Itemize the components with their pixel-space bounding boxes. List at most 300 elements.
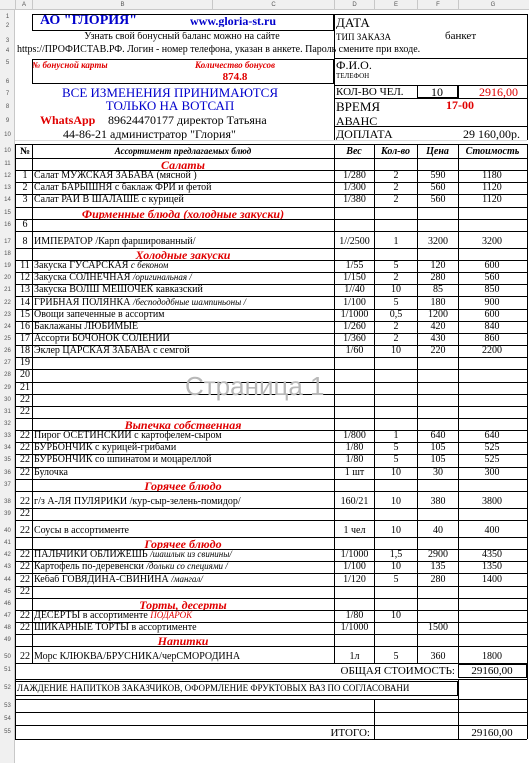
per-person-price: 2916,00 (479, 86, 518, 98)
dish-name-text: ГРИБНАЯ ПОЛЯНКА (34, 297, 131, 308)
dish-name-text: Кебаб ГОВЯДИНА-СВИНИНА (34, 574, 169, 585)
dish-name: Ассорти БОЧОНОК СОЛЕНИЙ (34, 333, 170, 344)
row-number[interactable]: 17 (4, 238, 11, 245)
row-number[interactable]: 41 (4, 540, 11, 547)
phone-line: 44-86-21 администратор "Глория" (63, 128, 236, 140)
section-title: Торты, десерты (139, 598, 227, 611)
footer-border (15, 699, 527, 700)
col-header-name: Ассортимент предлагаемых блюд (114, 147, 252, 156)
grid-line (15, 140, 527, 141)
notice-line-2: ТОЛЬКО НА ВОТСАП (105, 99, 235, 112)
total-value: 29160,00 (471, 666, 513, 677)
row-index: 21 (20, 382, 30, 393)
dish-name (34, 298, 332, 308)
order-info-border (334, 14, 527, 15)
table-border (417, 144, 418, 663)
row-number[interactable]: 2 (5, 23, 10, 29)
dish-cost: 1350 (482, 562, 502, 573)
dish-qty: 0,5 (389, 309, 403, 320)
dish-price: 280 (430, 574, 446, 585)
row-index: 6 (22, 219, 28, 230)
order-info-border (334, 85, 527, 86)
order-info-border (527, 14, 528, 140)
dish-price: 1500 (428, 623, 448, 634)
dish-qty: 10 (391, 496, 401, 507)
table-border (15, 357, 527, 358)
row-number[interactable]: 13 (4, 185, 11, 192)
whatsapp-contact: 89624470177 директор Татьяна (108, 114, 267, 126)
footer-border (15, 663, 16, 739)
row-number[interactable]: 7 (5, 91, 10, 97)
final-total-label: ИТОГО: (330, 728, 370, 739)
dish-qty: 5 (393, 261, 399, 272)
dish-weight: 1/380 (343, 195, 366, 206)
row-number[interactable]: 1 (5, 14, 10, 20)
table-border (15, 231, 527, 232)
dish-qty: 10 (391, 610, 401, 621)
company-website: www.gloria-st.ru (190, 15, 276, 27)
bonus-card-box (32, 59, 334, 84)
dish-cost: 560 (484, 273, 500, 284)
row-number[interactable]: 29 (4, 384, 11, 391)
dish-price: 640 (430, 431, 446, 442)
row-number[interactable]: 24 (4, 323, 11, 330)
section-title: Фирменные блюда (холодные закуски) (81, 207, 285, 220)
column-letter[interactable]: D (334, 0, 374, 10)
row-index: 17 (20, 333, 30, 344)
dish-name: Эклер ЦАРСКАЯ ЗАБАВА с семгой (34, 346, 190, 357)
table-border (15, 508, 527, 509)
dish-qty: 1 (393, 431, 399, 442)
row-number[interactable]: 19 (4, 263, 11, 270)
footer-border (458, 679, 459, 739)
dish-qty: 2 (393, 273, 399, 284)
row-number[interactable]: 51 (4, 667, 11, 673)
dish-price: 360 (430, 652, 446, 663)
dish-cost: 3200 (482, 236, 502, 247)
dish-weight: 1/60 (345, 346, 364, 357)
row-number[interactable]: 38 (4, 498, 11, 505)
row-number[interactable]: 11 (4, 161, 11, 167)
company-name: АО "ГЛОРИЯ" (40, 14, 138, 28)
dish-price: 280 (430, 273, 446, 284)
col-header-cost: Стоимость (465, 147, 520, 157)
row-number[interactable]: 39 (4, 510, 11, 517)
dish-cost: 1120 (482, 183, 502, 194)
dish-cost: 525 (484, 443, 500, 454)
dish-cost: 400 (484, 526, 500, 537)
bonus-count-label: Количество бонусов (194, 61, 276, 70)
dish-weight: 1 чел (343, 526, 366, 537)
table-border (15, 406, 527, 407)
row-number[interactable]: 15 (4, 209, 11, 216)
row-number[interactable]: 14 (4, 197, 11, 204)
dish-name: БУРБОНЧИК со шпинатом и моцареллой (34, 455, 212, 466)
row-number[interactable]: 10 (4, 132, 11, 138)
row-number[interactable]: 30 (4, 396, 11, 403)
row-index: 22 (20, 406, 30, 417)
row-number[interactable]: 42 (4, 552, 11, 559)
dish-qty: 2 (393, 195, 399, 206)
section-title: Напитки (157, 635, 209, 648)
dish-qty: 10 (391, 562, 401, 573)
dish-name-text: Закуска СОЛНЕЧНАЯ (34, 273, 131, 284)
notice-line-1: ВСЕ ИЗМЕНЕНИЯ ПРИНИМАЮТСЯ (61, 86, 278, 99)
dish-price: 105 (430, 455, 446, 466)
section-title: Выпечка собственная (124, 419, 242, 431)
surcharge-value: 29 160,00р. (463, 128, 520, 140)
row-number[interactable]: 53 (4, 703, 11, 709)
dish-extra: /шашлык из свинины/ (150, 550, 232, 560)
row-index: 22 (20, 443, 30, 454)
row-number[interactable]: 35 (4, 457, 11, 464)
dish-weight: 1/280 (343, 171, 366, 182)
table-border (32, 144, 33, 663)
row-index: 19 (20, 358, 30, 369)
order-type-label: ТИП ЗАКАЗА (336, 33, 392, 42)
dish-price: 2900 (428, 550, 448, 561)
row-number[interactable]: 16 (4, 221, 11, 228)
dish-name (34, 562, 332, 572)
row-index: 12 (20, 273, 30, 284)
total-label: ОБЩАЯ СТОИМОСТЬ: (340, 666, 455, 677)
dish-cost: 860 (484, 333, 500, 344)
col-header-weight: Вес (346, 147, 362, 157)
dish-weight: 1/100 (343, 297, 366, 308)
row-index: 20 (20, 370, 30, 381)
row-number[interactable]: 20 (4, 275, 11, 282)
dish-price: 120 (430, 261, 446, 272)
row-number[interactable]: 5 (5, 60, 10, 66)
dish-cost: 840 (484, 321, 500, 332)
table-border (15, 144, 16, 663)
guests-label: КОЛ-ВО ЧЕЛ. (336, 87, 404, 98)
time-label: ВРЕМЯ (336, 100, 381, 113)
dish-price: 3200 (428, 236, 448, 247)
table-border (15, 219, 527, 220)
dish-extra: /беспододбные шампиньоны / (132, 297, 246, 307)
row-index: 13 (20, 285, 30, 296)
row-number[interactable]: 54 (4, 716, 11, 722)
row-number[interactable]: 52 (4, 685, 11, 691)
row-number[interactable]: 34 (4, 445, 11, 452)
dish-price: 590 (430, 171, 446, 182)
dish-qty: 2 (393, 321, 399, 332)
dish-weight: 1/80 (345, 443, 364, 454)
dish-price: 180 (430, 297, 446, 308)
advance-label: АВАНС (336, 115, 378, 127)
dish-name: Салат РАЙ В ШАЛАШЕ с курицей (34, 195, 184, 206)
dish-weight: 1/260 (343, 321, 366, 332)
row-number[interactable]: 31 (4, 408, 11, 415)
row-index: 3 (22, 195, 28, 206)
dish-name: БУРБОНЧИК с курицей-грибами (34, 443, 177, 454)
dish-qty: 1 (393, 236, 399, 247)
row-number[interactable]: 22 (4, 299, 11, 306)
row-index: 1 (22, 171, 28, 182)
order-info-border (334, 126, 527, 127)
table-border (15, 586, 527, 587)
row-number[interactable]: 27 (4, 360, 11, 367)
dish-name: ШИКАРНЫЕ ТОРТЫ в ассортименте (34, 623, 197, 634)
section-title: Горячее блюдо (144, 538, 222, 551)
row-number[interactable]: 4 (5, 48, 10, 54)
dish-price: 135 (430, 562, 446, 573)
dish-price: 40 (433, 526, 443, 537)
dish-weight: 1/120 (343, 574, 366, 585)
row-index: 16 (20, 321, 30, 332)
order-info-border (334, 98, 527, 99)
order-type-value: банкет (445, 31, 477, 42)
col-header-qty: Кол-во (381, 147, 410, 157)
dish-price: 420 (430, 321, 446, 332)
name-label: Ф.И.О. (336, 59, 372, 71)
bonus-count-value: 874.8 (222, 72, 248, 83)
dish-cost: 525 (484, 455, 500, 466)
dish-weight: 1/1000 (340, 550, 369, 561)
dish-price: 220 (430, 346, 446, 357)
dish-weight: 1/1000 (340, 623, 369, 634)
row-number[interactable]: 37 (4, 481, 11, 488)
note-box (15, 681, 458, 696)
dish-cost: 300 (484, 467, 500, 478)
row-number[interactable]: 50 (4, 654, 11, 661)
row-index: 22 (20, 467, 30, 478)
row-index: 22 (20, 574, 30, 585)
dish-cost: 1400 (482, 574, 502, 585)
dish-name-text: Закуска ГУСАРСКАЯ (34, 261, 129, 272)
guests-box (417, 85, 458, 98)
row-number[interactable]: 26 (4, 348, 11, 355)
dish-weight: 1 шт (344, 467, 365, 478)
table-border (458, 144, 459, 663)
row-index: 15 (20, 309, 30, 320)
section-title: Горячее блюдо (144, 479, 222, 492)
row-index: 14 (20, 297, 30, 308)
row-number[interactable]: 32 (4, 421, 11, 427)
guests-value: 10 (431, 86, 443, 98)
dish-cost: 600 (484, 309, 500, 320)
row-number[interactable]: 47 (4, 612, 11, 619)
table-border (15, 369, 527, 370)
dish-cost: 4350 (482, 550, 502, 561)
dish-qty: 10 (391, 467, 401, 478)
dish-qty: 5 (393, 297, 399, 308)
dish-name: Баклажаны ЛЮБИМЫЕ (34, 321, 139, 332)
column-letter[interactable]: E (374, 0, 417, 10)
table-border (527, 144, 528, 663)
row-number[interactable]: 23 (4, 311, 11, 318)
dish-weight: 1/300 (343, 183, 366, 194)
dish-cost: 1120 (482, 195, 502, 206)
column-letter[interactable]: B (32, 0, 212, 10)
row-number[interactable]: 48 (4, 625, 11, 632)
row-number[interactable]: 36 (4, 469, 11, 476)
phone-label: ТЕЛЕФОН (336, 73, 370, 80)
dish-price: 105 (430, 443, 446, 454)
footer-border (374, 699, 375, 739)
dish-extra: с беконом (130, 261, 169, 271)
date-label: ДАТА (336, 16, 370, 29)
dish-name-text: Картофель по-деревенски (34, 562, 144, 573)
row-number[interactable]: 45 (4, 588, 11, 595)
row-index: 18 (20, 346, 30, 357)
header-box (32, 14, 334, 31)
dish-cost: 1800 (482, 652, 502, 663)
dish-name: Овощи запеченные в ассортим (34, 309, 165, 320)
row-index: 22 (20, 586, 30, 597)
dish-qty: 5 (393, 455, 399, 466)
dish-extra: /оригинальная / (132, 273, 192, 283)
row-number[interactable]: 6 (5, 79, 10, 85)
dish-cost: 640 (484, 431, 500, 442)
dish-weight: 160/21 (340, 496, 369, 507)
table-border (334, 144, 335, 663)
row-number[interactable]: 33 (4, 433, 11, 440)
footer-border (527, 663, 528, 739)
dish-cost: 2200 (482, 346, 502, 357)
dish-qty: 2 (393, 333, 399, 344)
col-header-number: № (19, 147, 31, 157)
row-index: 22 (20, 610, 30, 621)
dish-cost: 850 (484, 285, 500, 296)
row-number[interactable]: 3 (5, 38, 10, 44)
dish-qty: 5 (393, 443, 399, 454)
row-number[interactable]: 10 (4, 148, 11, 154)
dish-name: Пирог ОСЕТИНСКИЙ с картофелем-сыром (34, 431, 222, 442)
dish-name (34, 575, 332, 585)
row-index: 22 (20, 652, 30, 663)
row-number[interactable]: 28 (4, 372, 11, 379)
row-index: 8 (22, 236, 28, 247)
dish-extra: /дольки со специями / (146, 562, 228, 572)
column-letter[interactable]: G (458, 0, 527, 10)
row-number[interactable]: 44 (4, 576, 11, 583)
row-index: 22 (20, 508, 30, 519)
dish-qty: 10 (391, 285, 401, 296)
dish-name: Булочка (34, 467, 68, 478)
order-info-border (334, 58, 527, 59)
table-border (374, 144, 375, 663)
section-title: Холодные закуски (135, 248, 231, 261)
row-number[interactable]: 46 (4, 600, 11, 607)
surcharge-label: ДОПЛАТА (336, 128, 393, 140)
dish-name: Закуска ВОЛШ МЕШОЧЕК кавказский (34, 285, 203, 296)
row-number[interactable]: 18 (4, 250, 11, 257)
dish-name-text: ДЕСЕРТЫ в ассортименте (34, 610, 148, 621)
row-index: 2 (22, 183, 28, 194)
dish-qty: 2 (393, 171, 399, 182)
whatsapp-label: WhatsApp (40, 114, 96, 126)
dish-name (34, 611, 332, 621)
dish-weight: 1/150 (343, 273, 366, 284)
dish-cost: 1180 (482, 171, 502, 182)
dish-weight: 1/360 (343, 333, 366, 344)
dish-qty: 5 (393, 652, 399, 663)
dish-extra: /мангал/ (171, 574, 203, 584)
dish-qty: 10 (391, 526, 401, 537)
dish-qty: 10 (391, 346, 401, 357)
table-border (15, 144, 527, 145)
row-index: 22 (20, 623, 30, 634)
dish-weight: 1//2500 (339, 236, 370, 247)
row-index: 11 (20, 261, 30, 272)
dish-name-text: ПАЛЬЧИКИ ОБЛИЖЕШЬ (34, 550, 148, 561)
row-number[interactable]: 49 (4, 637, 11, 644)
footer-border (15, 725, 527, 726)
dish-cost: 900 (484, 297, 500, 308)
order-info-border (334, 14, 335, 140)
dish-cost: 3800 (482, 496, 502, 507)
service-note: ЛАЖДЕНИЕ НАПИТКОВ ЗАКАЗЧИКОВ, ОФОРМЛЕНИЕ ФРУКТОВЫХ ВАЗ ПО СОГЛАСОВАНИ (17, 684, 410, 693)
dish-name: Салат БАРЫШНЯ с баклаж ФРИ и фетой (34, 183, 212, 194)
row-number[interactable]: 9 (5, 118, 10, 124)
table-border (15, 491, 527, 492)
table-border (15, 646, 527, 647)
row-number[interactable]: 40 (4, 528, 11, 535)
table-border (15, 520, 527, 521)
row-number[interactable]: 25 (4, 335, 11, 342)
row-index: 22 (20, 394, 30, 405)
dish-price: 85 (433, 285, 443, 296)
dish-weight: 1л (349, 652, 360, 663)
dish-price: 380 (430, 496, 446, 507)
dish-name (34, 261, 332, 271)
row-number[interactable]: 12 (4, 173, 11, 180)
dish-weight: 1/800 (343, 431, 366, 442)
dish-qty: 5 (393, 574, 399, 585)
column-letter[interactable]: F (417, 0, 458, 10)
row-index: 22 (20, 526, 30, 537)
dish-qty: 1,5 (389, 550, 403, 561)
column-letter[interactable]: A (15, 0, 32, 10)
row-index: 22 (20, 455, 30, 466)
order-info-border (458, 85, 459, 98)
dish-cost: 600 (484, 261, 500, 272)
dish-name (34, 550, 332, 560)
dish-weight: 1/100 (343, 562, 366, 573)
dish-weight: 1/1000 (340, 309, 369, 320)
dish-name: Салат МУЖСКАЯ ЗАБАВА (мясной ) (34, 171, 197, 182)
column-letter[interactable]: C (212, 0, 334, 10)
row-number[interactable]: 8 (5, 104, 10, 110)
final-total-value: 29160,00 (471, 728, 513, 739)
row-index: 22 (20, 562, 30, 573)
dish-price: 430 (430, 333, 446, 344)
dish-weight: 1/55 (345, 261, 364, 272)
table-border (15, 663, 527, 664)
dish-name (34, 273, 332, 283)
dish-weight: 1/80 (345, 610, 364, 621)
gift-note: ПОДАРОК (150, 610, 193, 620)
col-header-price: Цена (426, 147, 449, 157)
dish-price: 1200 (428, 309, 448, 320)
footer-border (15, 679, 527, 680)
bonus-check-text: Узнать свой бонусный баланс можно на сайте (84, 32, 280, 42)
row-number[interactable]: 55 (4, 729, 11, 735)
dish-price: 560 (430, 183, 446, 194)
row-index: 22 (20, 550, 30, 561)
row-number[interactable]: 21 (4, 287, 11, 294)
dish-qty: 2 (393, 183, 399, 194)
dish-price: 30 (433, 467, 443, 478)
time-value: 17-00 (446, 99, 474, 111)
section-title: Салаты (161, 159, 205, 171)
row-number[interactable]: 43 (4, 564, 11, 571)
footer-border (15, 739, 527, 740)
dish-name: Морс КЛЮКВА/БРУСНИКА/черСМОРОДИНА (34, 652, 241, 663)
dish-name: ИМПЕРАТОР /Карп фаршированный/ (34, 236, 196, 247)
